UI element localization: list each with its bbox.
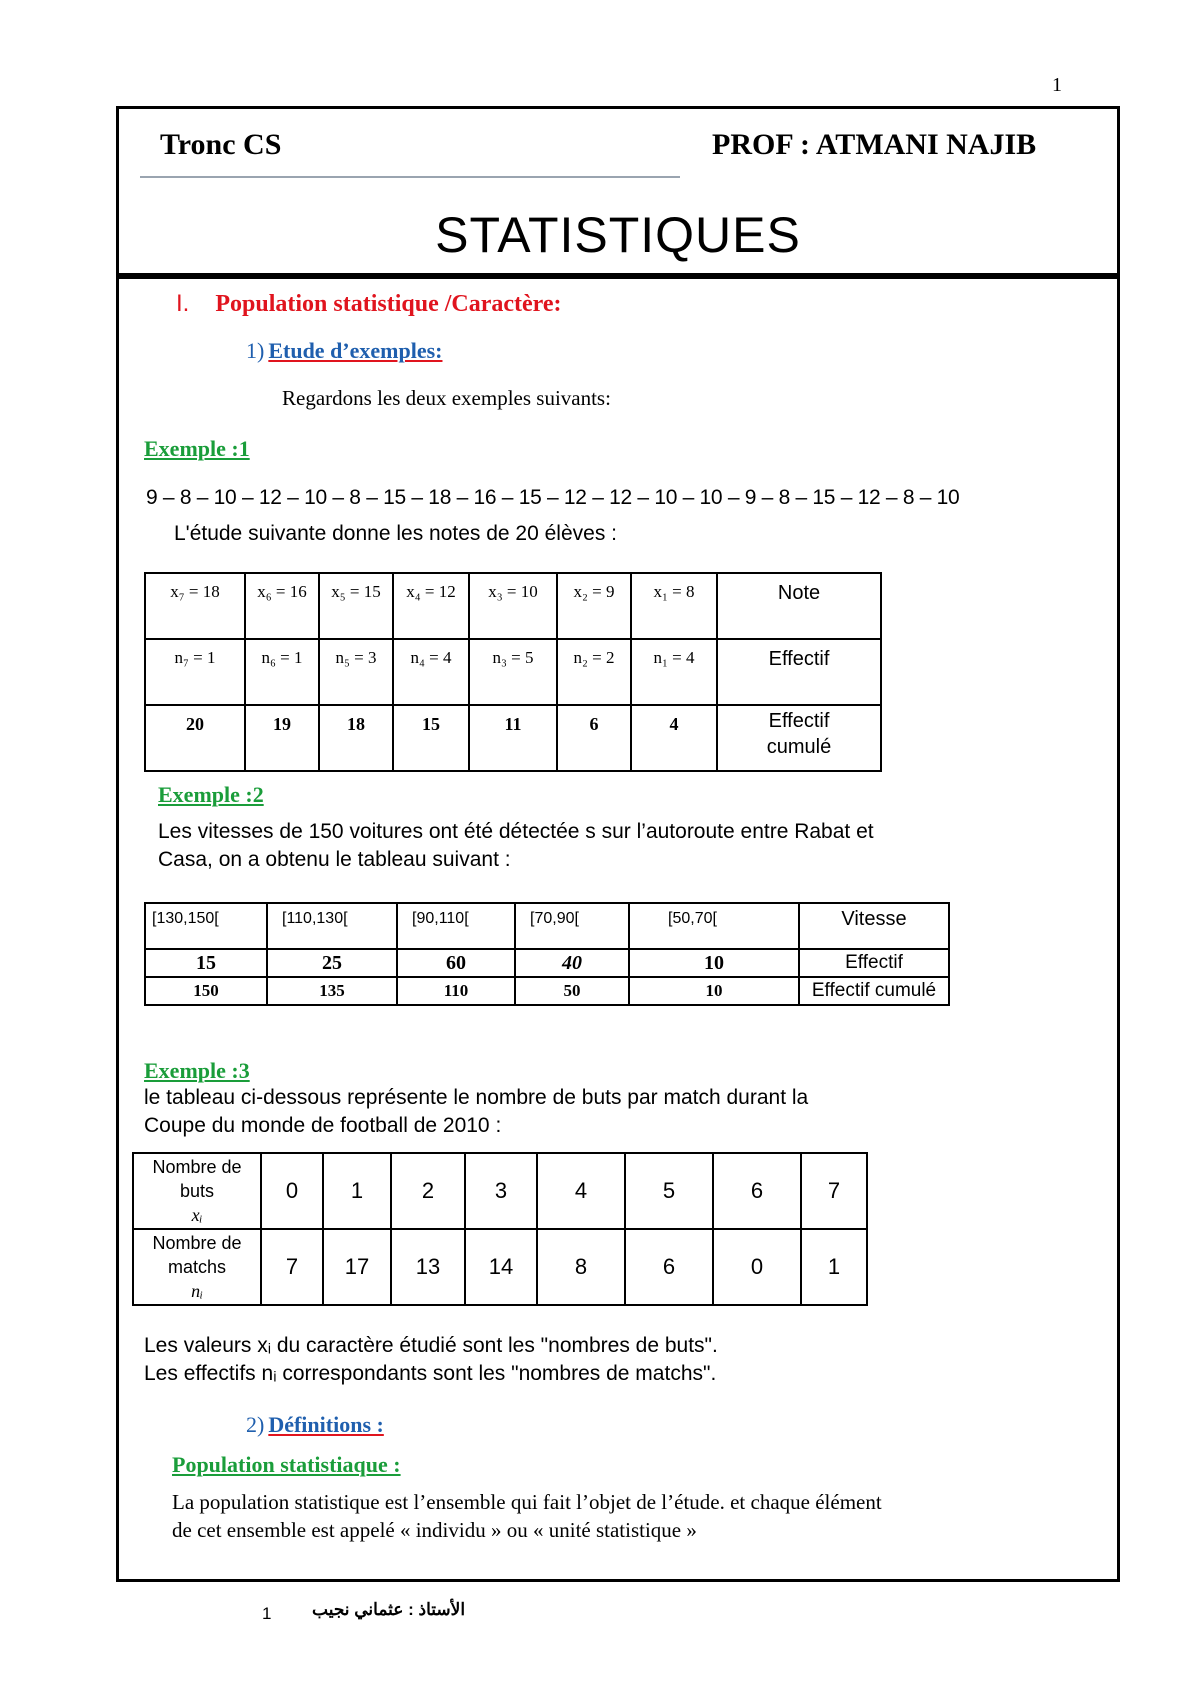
table-row <box>133 1153 867 1229</box>
definition-line-2: de cet ensemble est appelé « individu » ou « unité statistique » <box>172 1518 697 1542</box>
subsection-number: 1) <box>246 338 265 363</box>
row-label-effectif: Effectif <box>799 949 949 977</box>
header-underline <box>140 176 680 178</box>
table-cell: x₁ = 8 <box>631 573 717 639</box>
table-cell: 15 <box>145 949 267 977</box>
table-cell: 110 <box>397 977 515 1005</box>
example-3-line-1: le tableau ci-dessous représente le nombre de buts par match durant la <box>144 1086 809 1109</box>
grades-table <box>144 572 882 772</box>
table-cell: 135 <box>267 977 397 1005</box>
example-2-label: Exemple :2 <box>158 782 264 807</box>
label-symbol: nᵢ <box>191 1281 203 1301</box>
table-cell: 20 <box>145 705 245 771</box>
table-cell: n₄ = 4 <box>393 639 469 705</box>
table-cell: [70,90[ <box>515 903 629 949</box>
table-cell: 10 <box>629 949 799 977</box>
label-symbol: xᵢ <box>191 1205 203 1225</box>
example-2-line-2: Casa, on a obtenu le tableau suivant : <box>158 848 511 871</box>
table-cell: [90,110[ <box>397 903 515 949</box>
example-1-description: L'étude suivante donne les notes de 20 élèves : <box>174 522 617 545</box>
label-part: Nombre de <box>152 1157 242 1177</box>
definition-line-1: La population statistique est l’ensemble qui fait l’objet de l’étude. et chaque élément <box>172 1490 882 1514</box>
row-label-vitesse: Vitesse <box>799 903 949 949</box>
table-cell: 6 <box>713 1153 801 1229</box>
table-row <box>145 903 949 949</box>
label-part: matchs <box>167 1257 227 1277</box>
table-cell: n₅ = 3 <box>319 639 393 705</box>
subsection-1 <box>246 338 442 364</box>
row-label-matches <box>133 1229 261 1305</box>
header-class: Tronc CS <box>160 128 282 161</box>
example-3-line-2: Coupe du monde de football de 2010 : <box>144 1114 502 1137</box>
subsection-title: Définitions : <box>268 1412 384 1437</box>
table-cell: 0 <box>261 1153 323 1229</box>
table-cell: 1 <box>801 1229 867 1305</box>
table-cell: 14 <box>465 1229 537 1305</box>
table-cell: x₅ = 15 <box>319 573 393 639</box>
table-cell: x₂ = 9 <box>557 573 631 639</box>
footer-author: الأستاذ : عثماني نجيب <box>312 1600 466 1619</box>
header-teacher: PROF : ATMANI NAJIB <box>712 128 1037 161</box>
definition-title: Population statistiaque : <box>172 1452 401 1477</box>
table-cell: x₄ = 12 <box>393 573 469 639</box>
table-cell: 8 <box>537 1229 625 1305</box>
table-cell: [130,150[ <box>145 903 267 949</box>
row-label-cumule <box>717 705 881 771</box>
table-row <box>145 977 949 1005</box>
table-cell: 6 <box>625 1229 713 1305</box>
row-label-note: Note <box>717 573 881 639</box>
table-cell: [110,130[ <box>267 903 397 949</box>
row-label-cumule: Effectif cumulé <box>799 977 949 1005</box>
table-row <box>133 1229 867 1305</box>
table-cell: 25 <box>267 949 397 977</box>
table-cell: 150 <box>145 977 267 1005</box>
table-cell: 18 <box>319 705 393 771</box>
table-cell: x₆ = 16 <box>245 573 319 639</box>
table-cell: 11 <box>469 705 557 771</box>
note-values: Les valeurs xᵢ du caractère étudié sont les "nombres de buts". <box>144 1334 718 1357</box>
table-cell: 17 <box>323 1229 391 1305</box>
subsection-number: 2) <box>246 1412 265 1437</box>
table-row <box>145 705 881 771</box>
table-cell: 13 <box>391 1229 465 1305</box>
label-part: buts <box>179 1181 215 1201</box>
table-cell: 3 <box>465 1153 537 1229</box>
table-cell: 10 <box>629 977 799 1005</box>
section-title: Population statistique /Caractère: <box>215 291 562 317</box>
label-part: cumulé <box>766 736 832 758</box>
footer-page-number: 1 <box>262 1604 272 1623</box>
table-cell: 1 <box>323 1153 391 1229</box>
example-1-label: Exemple :1 <box>144 436 250 461</box>
table-cell: 6 <box>557 705 631 771</box>
section-heading <box>176 290 562 318</box>
section-number: I. <box>176 290 190 317</box>
table-row <box>145 573 881 639</box>
table-cell: n₁ = 4 <box>631 639 717 705</box>
intro-text: Regardons les deux exemples suivants: <box>282 386 611 410</box>
table-cell: 19 <box>245 705 319 771</box>
goals-table <box>132 1152 868 1306</box>
row-label-effectif: Effectif <box>717 639 881 705</box>
page-number: 1 <box>1052 74 1062 96</box>
table-cell: 50 <box>515 977 629 1005</box>
table-cell: [50,70[ <box>629 903 799 949</box>
table-cell: 4 <box>537 1153 625 1229</box>
table-cell: 15 <box>393 705 469 771</box>
table-cell: 7 <box>261 1229 323 1305</box>
example-2-line-1: Les vitesses de 150 voitures ont été détectée s sur l’autoroute entre Rabat et <box>158 820 874 843</box>
subsection-title: Etude d’exemples: <box>268 338 443 363</box>
table-row <box>145 639 881 705</box>
table-cell: n₃ = 5 <box>469 639 557 705</box>
table-cell: 60 <box>397 949 515 977</box>
example-3-label: Exemple :3 <box>144 1058 250 1083</box>
table-cell: x₃ = 10 <box>469 573 557 639</box>
row-label-goals <box>133 1153 261 1229</box>
table-cell: 0 <box>713 1229 801 1305</box>
table-row <box>145 949 949 977</box>
note-frequencies: Les effectifs nᵢ correspondants sont les "nombres de matchs". <box>144 1362 717 1385</box>
table-cell: n₇ = 1 <box>145 639 245 705</box>
table-cell: 7 <box>801 1153 867 1229</box>
table-cell: 40 <box>515 949 629 977</box>
table-cell: 2 <box>391 1153 465 1229</box>
speeds-table <box>144 902 950 1006</box>
grades-sequence: 9 – 8 – 10 – 12 – 10 – 8 – 15 – 18 – 16 – 15 – 12 – 12 – 10 – 10 – 9 – 8 – 15 – 12 – 8 – 10 <box>146 486 960 509</box>
table-cell: x₇ = 18 <box>145 573 245 639</box>
label-part: Effectif <box>768 710 830 732</box>
label-part: Nombre de <box>152 1233 242 1253</box>
table-cell: 5 <box>625 1153 713 1229</box>
table-cell: 4 <box>631 705 717 771</box>
subsection-2 <box>246 1412 384 1438</box>
page-title: STATISTIQUES <box>435 207 801 263</box>
table-cell: n₆ = 1 <box>245 639 319 705</box>
table-cell: n₂ = 2 <box>557 639 631 705</box>
